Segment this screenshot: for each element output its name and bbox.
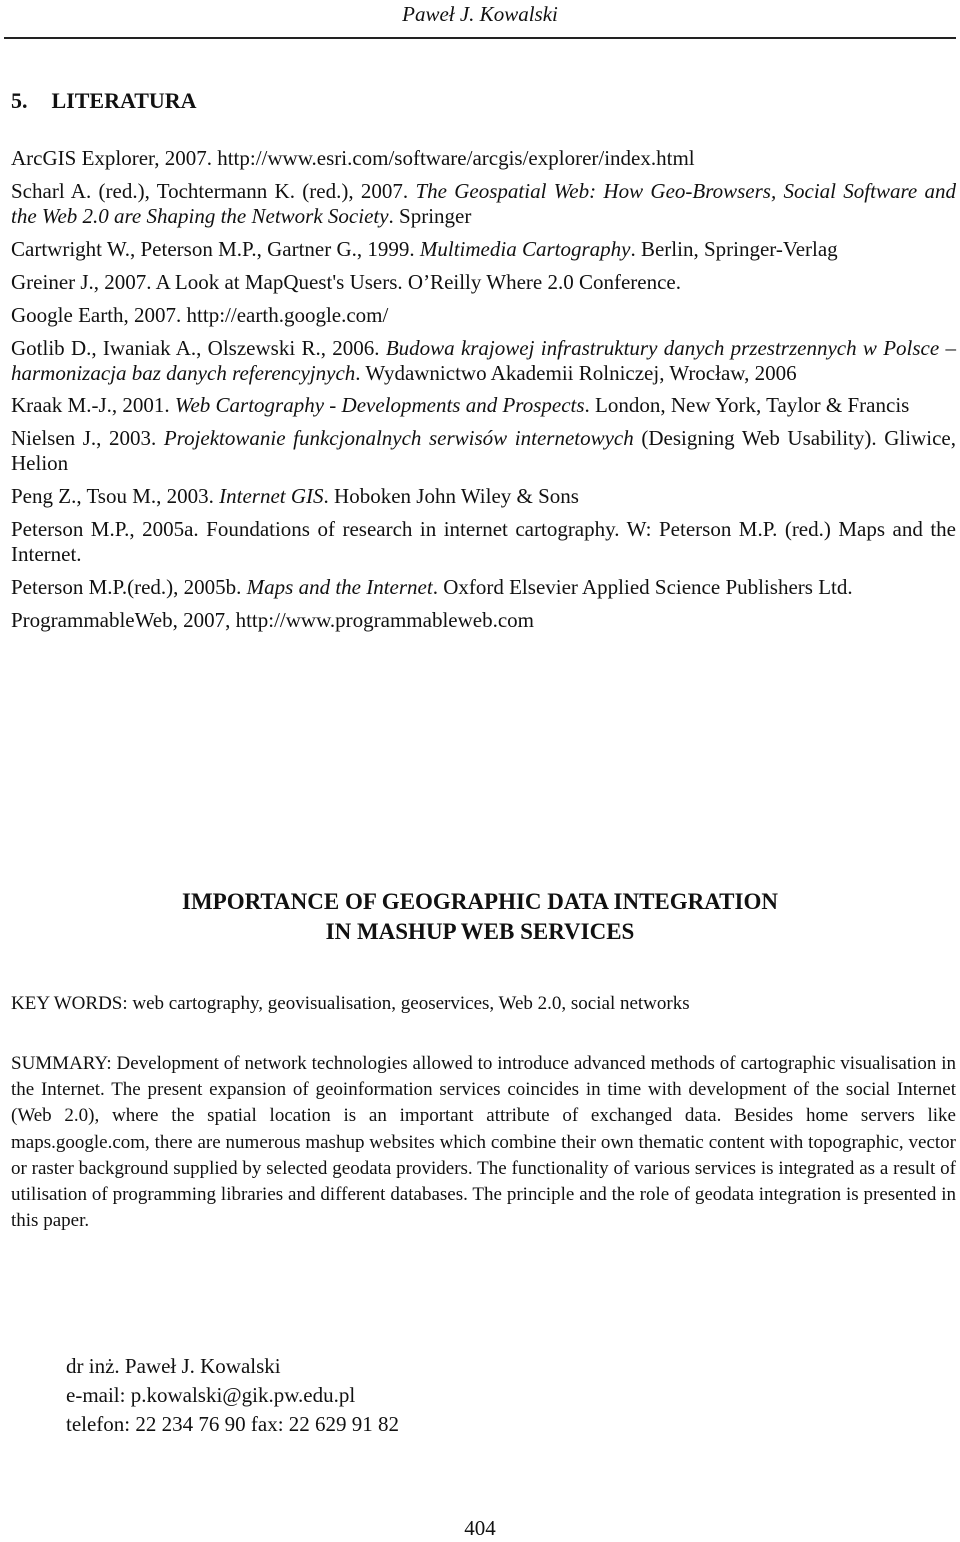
author-name: dr inż. Paweł J. Kowalski — [66, 1354, 281, 1378]
reference-title: Multimedia Cartography — [419, 237, 631, 261]
section-heading — [11, 88, 197, 114]
reference-title: Maps and the Internet — [246, 575, 433, 599]
reference-text: . Oxford Elsevier Applied Science Publishers Ltd. — [432, 575, 853, 599]
reference-text: Greiner J., 2007. A Look at MapQuest's Users. O’Reilly Where 2.0 Conference. — [11, 270, 681, 294]
author-contact — [66, 1352, 399, 1439]
header-divider — [4, 37, 956, 39]
reference-text: Peterson M.P., 2005a. Foundations of research in internet cartography. W: Peterson M.P. (red.) Maps and the Internet. — [11, 517, 956, 566]
section-number: 5. — [11, 88, 28, 113]
reference-item — [11, 237, 956, 262]
reference-item — [11, 484, 956, 509]
reference-text: Peng Z., Tsou M., 2003. — [11, 484, 220, 508]
reference-text: . Springer — [388, 204, 472, 228]
reference-title: Web Cartography - Developments and Prospects — [174, 393, 585, 417]
reference-title: Budowa krajowej infrastruktury danych przestrzennych w Polsce – harmonizacja baz danych referencyjnych — [11, 336, 956, 385]
reference-text: Scharl A. (red.), Tochtermann K. (red.), 2007. — [11, 179, 416, 203]
reference-item — [11, 303, 956, 328]
section-title: LITERATURA — [51, 88, 197, 113]
reference-text: . Wydawnictwo Akademii Rolniczej, Wrocław, 2006 — [355, 361, 797, 385]
reference-item — [11, 393, 956, 418]
reference-text: Kraak M.-J., 2001. — [11, 393, 175, 417]
reference-text: Peterson M.P.(red.), 2005b. — [11, 575, 247, 599]
reference-item — [11, 336, 956, 386]
reference-text: . London, New York, Taylor & Francis — [584, 393, 910, 417]
reference-title: Internet GIS — [219, 484, 324, 508]
author-email: e-mail: p.kowalski@gik.pw.edu.pl — [66, 1383, 356, 1407]
reference-item — [11, 270, 956, 295]
reference-text: Nielsen J., 2003. — [11, 426, 164, 450]
reference-text: Cartwright W., Peterson M.P., Gartner G., 1999. — [11, 237, 420, 261]
english-title — [0, 887, 960, 947]
page-number: 404 — [464, 1516, 496, 1540]
reference-list — [11, 146, 956, 633]
running-header: Paweł J. Kowalski — [402, 2, 558, 26]
reference-text: . Berlin, Springer-Verlag — [630, 237, 838, 261]
reference-item — [11, 146, 956, 171]
reference-item — [11, 575, 956, 600]
english-title-line: IMPORTANCE OF GEOGRAPHIC DATA INTEGRATION — [182, 889, 778, 914]
reference-text: ProgrammableWeb, 2007, http://www.programmableweb.com — [11, 608, 534, 632]
reference-item — [11, 517, 956, 567]
reference-text: ArcGIS Explorer, 2007. http://www.esri.com/software/arcgis/explorer/index.html — [11, 146, 695, 170]
reference-text: Gotlib D., Iwaniak A., Olszewski R., 2006. — [11, 336, 386, 360]
reference-title: Projektowanie funkcjonalnych serwisów internetowych — [163, 426, 634, 450]
reference-text: Google Earth, 2007. http://earth.google.com/ — [11, 303, 389, 327]
reference-item — [11, 179, 956, 229]
reference-item — [11, 426, 956, 476]
reference-title: The Geospatial Web: How Geo-Browsers, Social Software and the Web 2.0 are Shaping the Network Society — [11, 179, 957, 228]
english-title-line: IN MASHUP WEB SERVICES — [325, 919, 635, 944]
reference-item — [11, 608, 956, 633]
keywords: KEY WORDS: web cartography, geovisualisation, geoservices, Web 2.0, social networks — [11, 993, 690, 1014]
author-phone: telefon: 22 234 76 90 fax: 22 629 91 82 — [66, 1412, 400, 1436]
summary-paragraph: SUMMARY: Development of network technologies allowed to introduce advanced methods of cartographic visualisation in the Internet. The present expansion of geoinformation services coincides in time with development of the social Internet (Web 2.0), where the spatial location is an important attribute of exchanged data. Besides home servers like maps.google.com, there are numerous mashup websites which combine their own thematic content with topographic, vector or raster background supplied by selected geodata providers. The functionality of various services is integrated as a result of utilisation of programming libraries and different databases. The principle and the role of geodata integration is presented in this paper. — [11, 1053, 956, 1232]
reference-text: (Designing Web Usability). Gliwice, Helion — [11, 426, 956, 475]
reference-text: . Hoboken John Wiley & Sons — [323, 484, 579, 508]
